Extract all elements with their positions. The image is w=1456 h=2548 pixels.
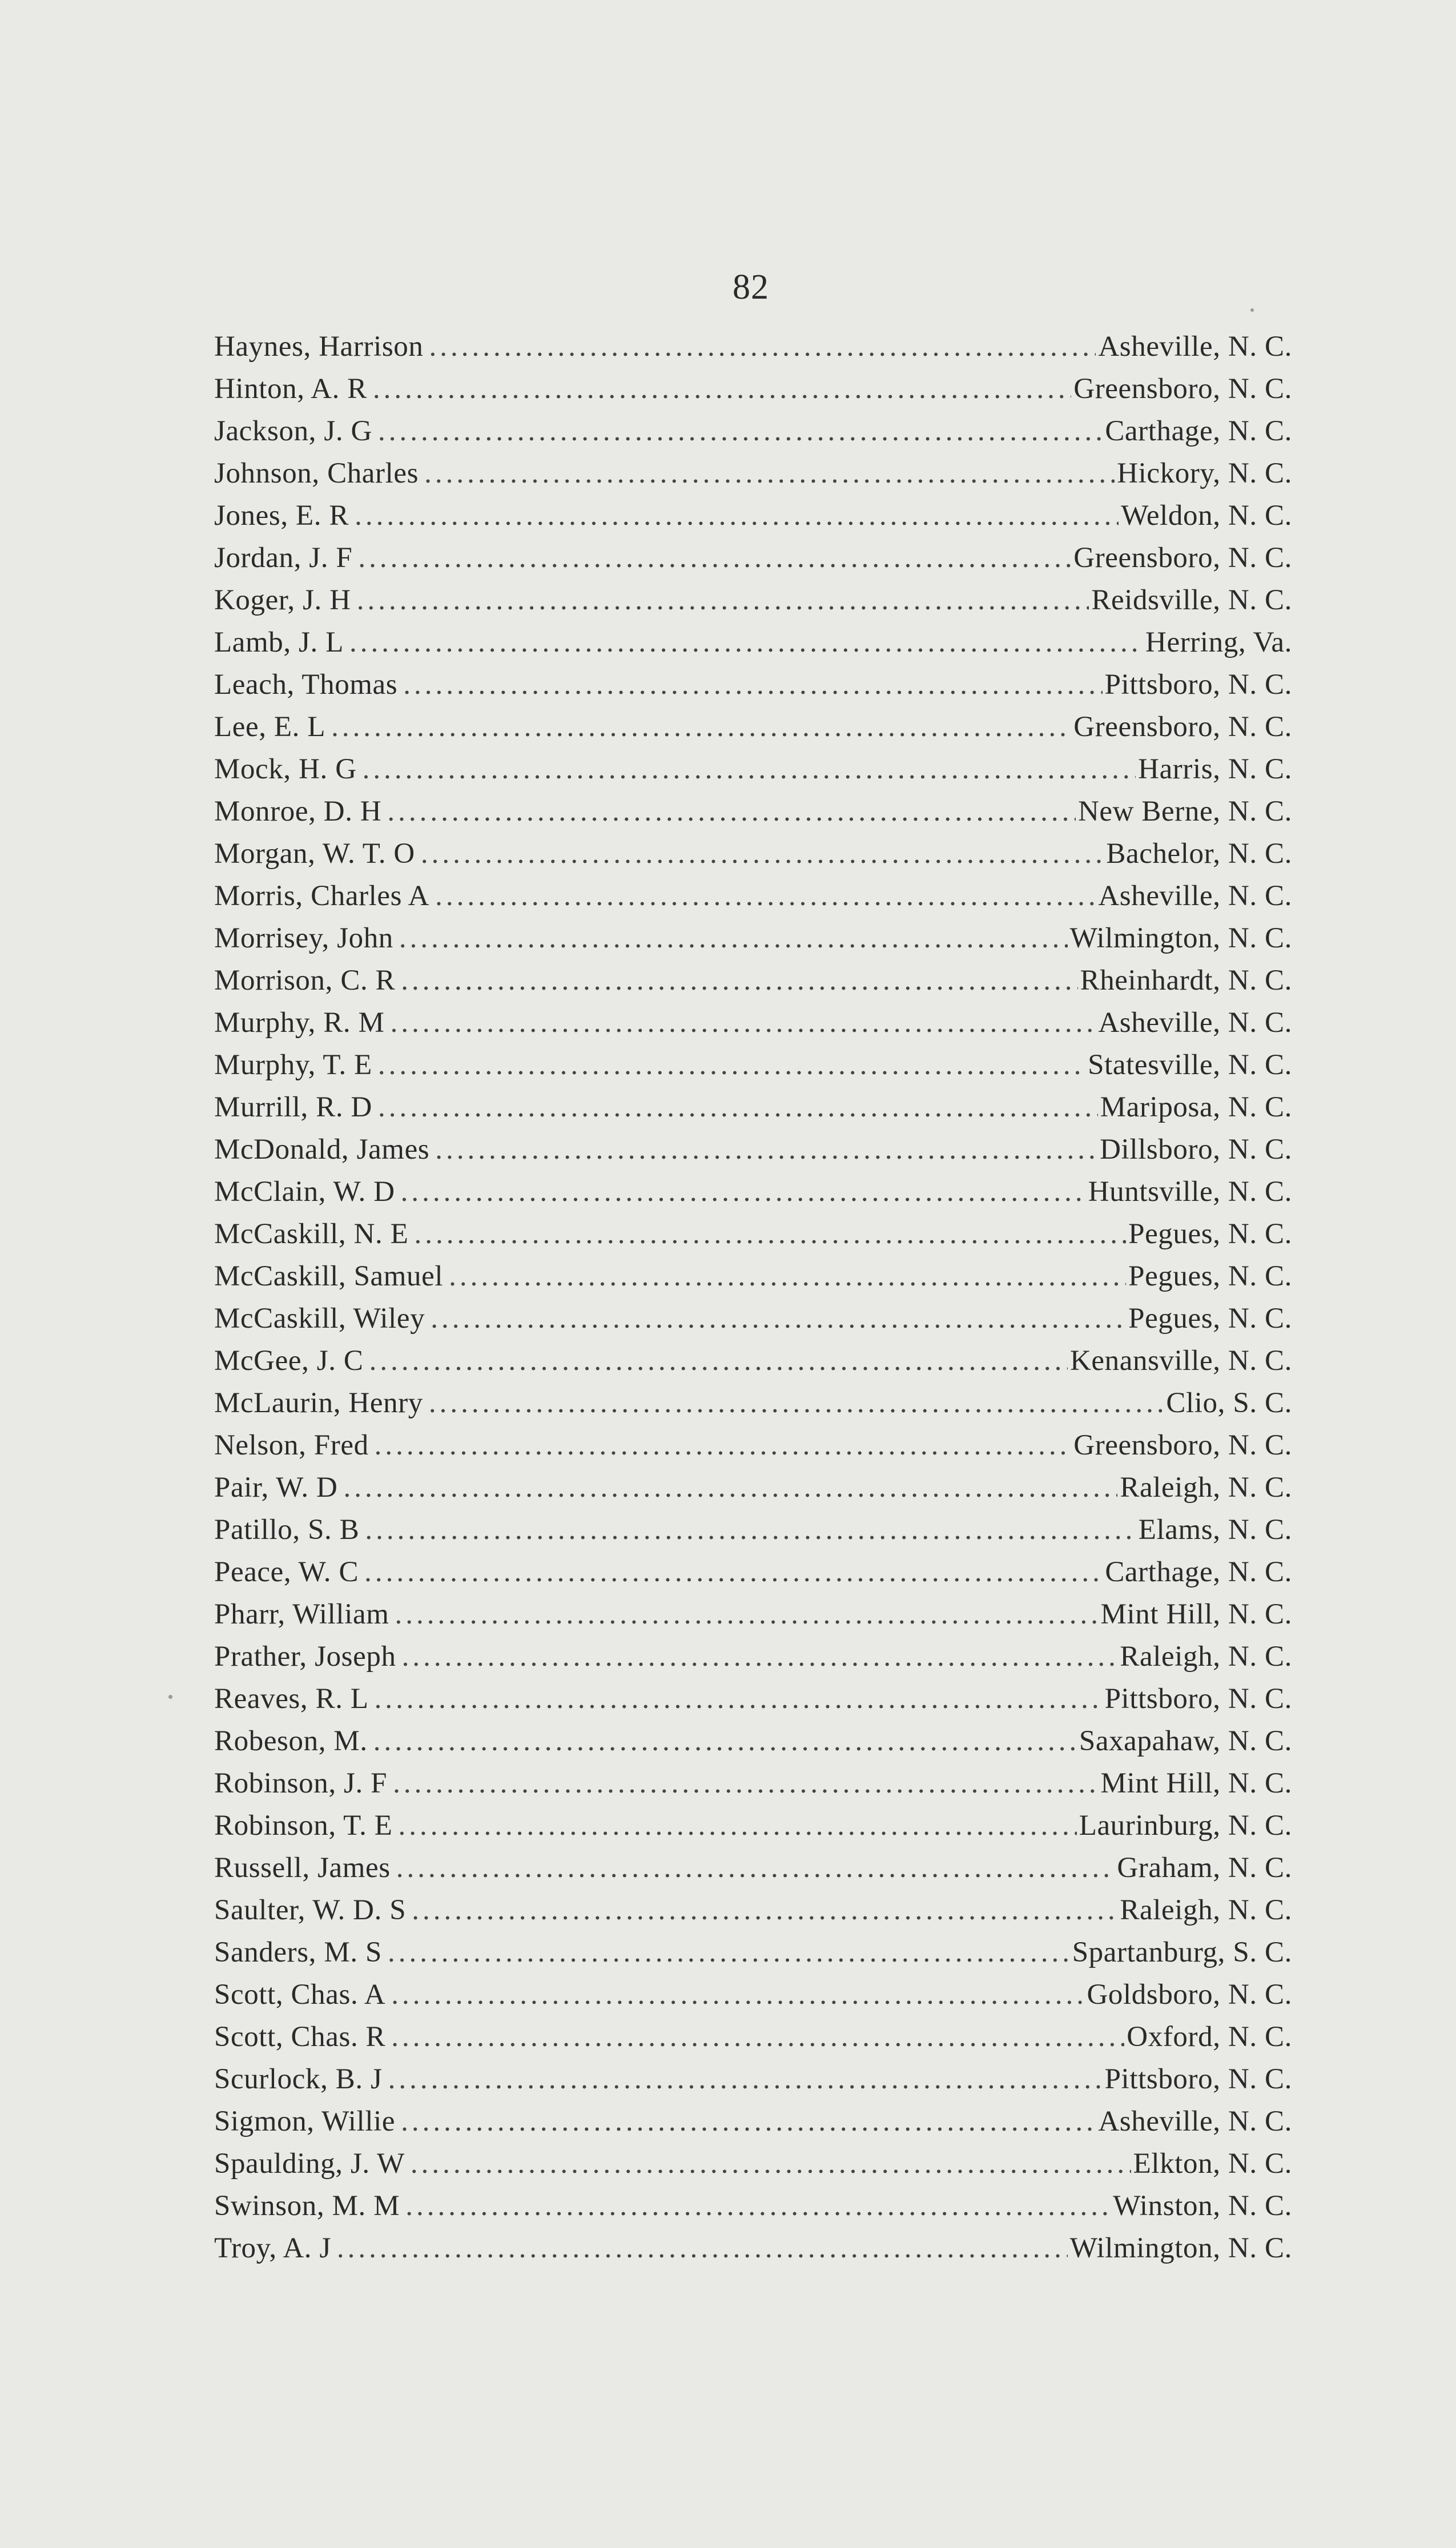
list-item — [214, 875, 1292, 917]
dot-leader — [431, 1297, 1126, 1340]
entry-place: Goldsboro, N. C. — [1087, 1979, 1292, 2011]
dot-leader — [357, 579, 1089, 621]
dot-leader — [349, 621, 1143, 664]
entry-name: Leach, Thomas — [214, 669, 398, 701]
list-item — [214, 959, 1292, 1002]
entry-place: Oxford, N. C. — [1127, 2021, 1292, 2053]
entry-place: Elams, N. C. — [1138, 1514, 1292, 1546]
entry-place: Dillsboro, N. C. — [1100, 1134, 1292, 1166]
list-item — [214, 1678, 1292, 1720]
entry-name: Scurlock, B. J — [214, 2063, 383, 2095]
list-item — [214, 1720, 1292, 1762]
list-item — [214, 452, 1292, 495]
entry-place: Harris, N. C. — [1138, 753, 1292, 785]
entry-name: Jackson, J. G — [214, 415, 372, 447]
dot-leader — [373, 368, 1071, 410]
entry-name: Monroe, D. H — [214, 795, 382, 827]
entry-name: Jordan, J. F — [214, 542, 353, 574]
list-item — [214, 2227, 1292, 2269]
dot-leader — [395, 1593, 1098, 1635]
entry-place: Pittsboro, N. C. — [1104, 1683, 1292, 1715]
entry-place: Pegues, N. C. — [1128, 1303, 1292, 1335]
list-item — [214, 1509, 1292, 1551]
entry-place: Raleigh, N. C. — [1120, 1472, 1292, 1504]
list-item — [214, 1171, 1292, 1213]
dot-leader — [401, 959, 1077, 1002]
dot-leader — [391, 1974, 1084, 2016]
entry-place: Wilmington, N. C. — [1069, 922, 1292, 954]
entry-name: Murphy, T. E — [214, 1049, 372, 1081]
list-item — [214, 2100, 1292, 2143]
dot-leader — [363, 748, 1136, 790]
dot-leader — [375, 1424, 1072, 1466]
dot-leader — [331, 706, 1071, 748]
entry-name: McDonald, James — [214, 1134, 430, 1166]
entry-name: Troy, A. J — [214, 2232, 331, 2264]
list-item — [214, 2058, 1292, 2100]
entry-name: McCaskill, Samuel — [214, 1260, 444, 1292]
dot-leader — [402, 1635, 1118, 1678]
dot-leader — [378, 410, 1103, 452]
entry-name: Lee, E. L — [214, 711, 326, 743]
list-item — [214, 1762, 1292, 1805]
entry-place: Greensboro, N. C. — [1073, 711, 1292, 743]
list-item — [214, 1635, 1292, 1678]
entry-place: Kenansville, N. C. — [1070, 1345, 1292, 1377]
entry-place: Asheville, N. C. — [1098, 2105, 1292, 2137]
entry-name: Saulter, W. D. S — [214, 1894, 407, 1926]
entry-name: McGee, J. C — [214, 1345, 364, 1377]
entry-name: Sigmon, Willie — [214, 2105, 396, 2137]
entry-place: Greensboro, N. C. — [1073, 1429, 1292, 1461]
list-item — [214, 1889, 1292, 1931]
list-item — [214, 1044, 1292, 1086]
entry-name: Spaulding, J. W — [214, 2148, 405, 2180]
list-item — [214, 621, 1292, 664]
dot-leader — [424, 452, 1115, 495]
dot-leader — [365, 1509, 1136, 1551]
entry-place: Greensboro, N. C. — [1073, 373, 1292, 405]
entry-name: Murrill, R. D — [214, 1091, 372, 1123]
dot-leader — [391, 2016, 1124, 2058]
entry-name: Murphy, R. M — [214, 1007, 385, 1039]
dot-leader — [435, 875, 1096, 917]
entry-place: New Berne, N. C. — [1077, 795, 1292, 827]
entry-place: Huntsville, N. C. — [1088, 1176, 1292, 1208]
list-item — [214, 495, 1292, 537]
entry-place: Asheville, N. C. — [1098, 880, 1292, 912]
entry-place: Reidsville, N. C. — [1091, 584, 1292, 616]
entry-place: Mint Hill, N. C. — [1100, 1598, 1292, 1630]
entry-place: Pegues, N. C. — [1128, 1260, 1292, 1292]
entry-name: Pharr, William — [214, 1598, 389, 1630]
name-roster — [214, 325, 1292, 2269]
entry-place: Herring, Va. — [1145, 626, 1292, 658]
dot-leader — [375, 1678, 1103, 1720]
entry-place: Greensboro, N. C. — [1073, 542, 1292, 574]
dot-leader — [403, 664, 1102, 706]
entry-name: Reaves, R. L — [214, 1683, 369, 1715]
list-item — [214, 1466, 1292, 1509]
entry-name: McClain, W. D — [214, 1176, 395, 1208]
list-item — [214, 2185, 1292, 2227]
dot-leader — [435, 1128, 1097, 1171]
entry-name: Robeson, M. — [214, 1725, 368, 1757]
list-item — [214, 706, 1292, 748]
list-item — [214, 579, 1292, 621]
entry-name: Hinton, A. R — [214, 373, 367, 405]
entry-place: Laurinburg, N. C. — [1079, 1810, 1292, 1842]
page-number: 82 — [733, 268, 769, 307]
list-item — [214, 537, 1292, 579]
list-item — [214, 664, 1292, 706]
paper-speck — [168, 1695, 172, 1699]
entry-place: Spartanburg, S. C. — [1072, 1936, 1292, 1968]
entry-place: Asheville, N. C. — [1098, 331, 1292, 363]
list-item — [214, 1086, 1292, 1128]
entry-name: Russell, James — [214, 1852, 391, 1884]
dot-leader — [388, 1931, 1070, 1974]
dot-leader — [388, 2058, 1103, 2100]
dot-leader — [401, 2100, 1096, 2143]
list-item — [214, 917, 1292, 959]
dot-leader — [387, 790, 1076, 833]
entry-name: Scott, Chas. A — [214, 1979, 386, 2011]
dot-leader — [337, 2227, 1068, 2269]
entry-place: Weldon, N. C. — [1121, 500, 1292, 532]
list-item — [214, 1002, 1292, 1044]
entry-name: Peace, W. C — [214, 1556, 359, 1588]
list-item — [214, 410, 1292, 452]
dot-leader — [393, 1762, 1098, 1805]
entry-place: Hickory, N. C. — [1117, 457, 1292, 489]
entry-place: Raleigh, N. C. — [1120, 1641, 1292, 1673]
dot-leader — [414, 1213, 1126, 1255]
dot-leader — [405, 2185, 1111, 2227]
entry-name: Prather, Joseph — [214, 1641, 396, 1673]
dot-leader — [401, 1171, 1086, 1213]
entry-name: Morrison, C. R — [214, 964, 396, 996]
list-item — [214, 2143, 1292, 2185]
entry-name: Morgan, W. T. O — [214, 838, 415, 870]
dot-leader — [421, 833, 1104, 875]
list-item — [214, 833, 1292, 875]
entry-place: Asheville, N. C. — [1098, 1007, 1292, 1039]
entry-place: Elkton, N. C. — [1133, 2148, 1292, 2180]
entry-name: Robinson, T. E — [214, 1810, 393, 1842]
entry-name: Robinson, J. F — [214, 1767, 388, 1799]
entry-name: Morrisey, John — [214, 922, 393, 954]
entry-place: Pegues, N. C. — [1128, 1218, 1292, 1250]
dot-leader — [429, 325, 1096, 368]
list-item — [214, 1213, 1292, 1255]
dot-leader — [358, 537, 1071, 579]
dot-leader — [373, 1720, 1077, 1762]
list-item — [214, 368, 1292, 410]
list-item — [214, 1847, 1292, 1889]
dot-leader — [429, 1382, 1164, 1424]
entry-place: Bachelor, N. C. — [1106, 838, 1292, 870]
entry-name: Johnson, Charles — [214, 457, 419, 489]
list-item — [214, 1974, 1292, 2016]
entry-name: McLaurin, Henry — [214, 1387, 423, 1419]
entry-name: Mock, H. G — [214, 753, 357, 785]
entry-name: Lamb, J. L — [214, 626, 344, 658]
dot-leader — [391, 1002, 1096, 1044]
entry-place: Wilmington, N. C. — [1069, 2232, 1292, 2264]
list-item — [214, 1382, 1292, 1424]
dot-leader — [412, 1889, 1117, 1931]
list-item — [214, 1551, 1292, 1593]
entry-place: Rheinhardt, N. C. — [1080, 964, 1292, 996]
list-item — [214, 1340, 1292, 1382]
list-item — [214, 1593, 1292, 1635]
entry-place: Pittsboro, N. C. — [1104, 2063, 1292, 2095]
entry-name: Patillo, S. B — [214, 1514, 360, 1546]
entry-name: Koger, J. H — [214, 584, 351, 616]
entry-name: Scott, Chas. R — [214, 2021, 386, 2053]
entry-name: Swinson, M. M — [214, 2190, 400, 2222]
dot-leader — [364, 1551, 1103, 1593]
list-item — [214, 325, 1292, 368]
list-item — [214, 1128, 1292, 1171]
list-item — [214, 790, 1292, 833]
dot-leader — [411, 2143, 1131, 2185]
list-item — [214, 1931, 1292, 1974]
dot-leader — [399, 917, 1068, 959]
list-item — [214, 1297, 1292, 1340]
dot-leader — [378, 1044, 1085, 1086]
list-item — [214, 1424, 1292, 1466]
entry-name: Morris, Charles A — [214, 880, 430, 912]
entry-name: McCaskill, N. E — [214, 1218, 409, 1250]
entry-place: Graham, N. C. — [1117, 1852, 1292, 1884]
entry-place: Pittsboro, N. C. — [1104, 669, 1292, 701]
entry-name: Nelson, Fred — [214, 1429, 369, 1461]
entry-name: Haynes, Harrison — [214, 331, 424, 363]
paper-speck — [1250, 308, 1254, 312]
entry-place: Carthage, N. C. — [1105, 1556, 1292, 1588]
dot-leader — [355, 495, 1119, 537]
dot-leader — [396, 1847, 1115, 1889]
entry-name: McCaskill, Wiley — [214, 1303, 425, 1335]
dot-leader — [378, 1086, 1098, 1128]
entry-place: Raleigh, N. C. — [1120, 1894, 1292, 1926]
entry-place: Carthage, N. C. — [1105, 415, 1292, 447]
entry-place: Statesville, N. C. — [1088, 1049, 1292, 1081]
entry-place: Mariposa, N. C. — [1100, 1091, 1292, 1123]
entry-name: Jones, E. R — [214, 500, 349, 532]
dot-leader — [369, 1340, 1068, 1382]
entry-name: Sanders, M. S — [214, 1936, 382, 1968]
dot-leader — [449, 1255, 1126, 1297]
list-item — [214, 1255, 1292, 1297]
list-item — [214, 2016, 1292, 2058]
list-item — [214, 1805, 1292, 1847]
entry-place: Clio, S. C. — [1166, 1387, 1292, 1419]
entry-place: Winston, N. C. — [1113, 2190, 1292, 2222]
dot-leader — [399, 1805, 1077, 1847]
entry-name: Pair, W. D — [214, 1472, 338, 1504]
entry-place: Mint Hill, N. C. — [1100, 1767, 1292, 1799]
list-item — [214, 748, 1292, 790]
dot-leader — [343, 1466, 1117, 1509]
entry-place: Saxapahaw, N. C. — [1079, 1725, 1292, 1757]
